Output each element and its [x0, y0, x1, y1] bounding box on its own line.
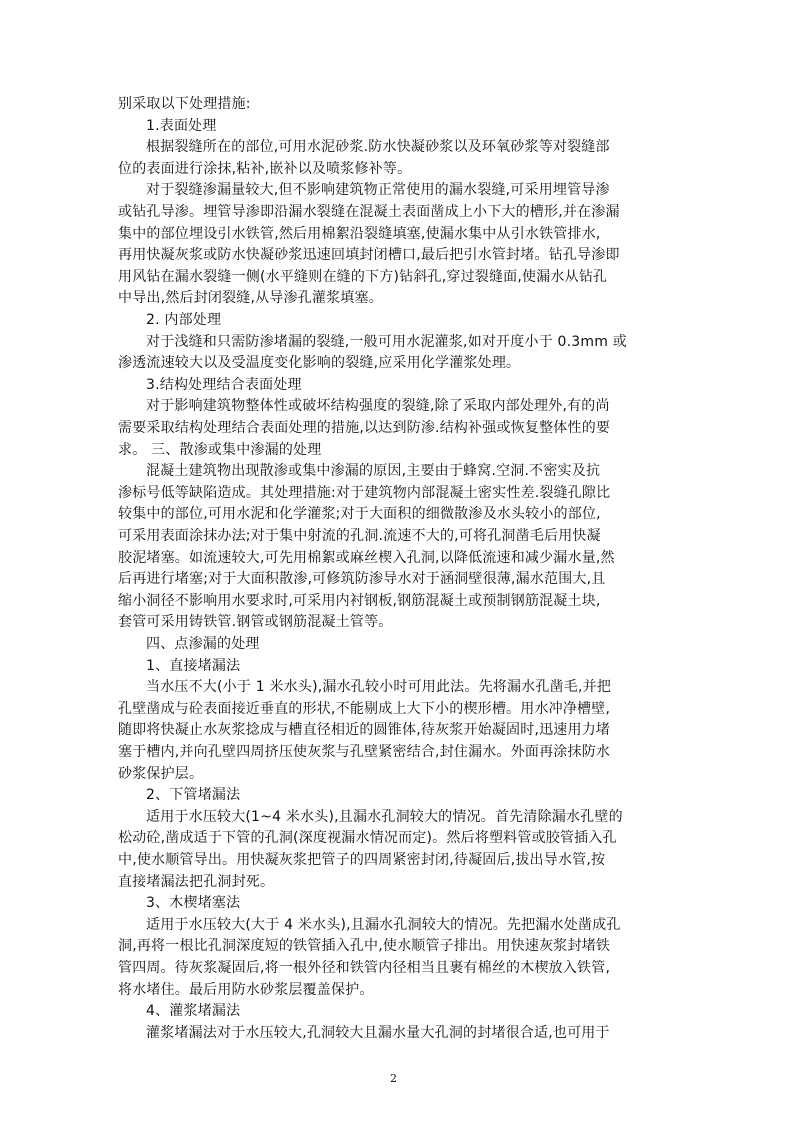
text-line: 套管可采用铸铁管.钢管或钢筋混凝土管等。	[118, 614, 393, 631]
text-line: 直接堵漏法把孔洞封死。	[118, 873, 275, 890]
section-heading: 2. 内部处理	[146, 312, 222, 328]
text-line: 后再进行堵塞;对于大面积散渗,可修筑防渗导水对于涵洞壁很薄,漏水范围大,且	[118, 571, 606, 588]
text-line: 胶泥堵塞。如流速较大,可先用棉絮或麻丝楔入孔洞,以降低流速和减少漏水量,然	[118, 549, 615, 566]
text-line: 或钻孔导渗。埋管导渗即沿漏水裂缝在混凝土表面凿成上小下大的槽形,并在渗漏	[118, 204, 620, 220]
text-line: 将水堵住。最后用防水砂浆层覆盖保护。	[118, 981, 374, 998]
text-line: 孔壁凿成与砼表面接近垂直的形状,不能剔成上大下小的楔形槽。用水冲净槽壁,	[118, 700, 611, 717]
text-line: 适用于水压较大(大于 4 米水头),且漏水孔洞较大的情况。先把漏水处凿成孔	[146, 916, 621, 933]
section-heading: 3.结构处理结合表面处理	[146, 376, 302, 393]
section-heading: 3、木楔堵塞法	[146, 895, 241, 912]
text-line: 别采取以下处理措施:	[118, 96, 251, 112]
text-line: 当水压不大(小于 1 米水头),漏水孔较小时可用此法。先将漏水孔凿毛,并把	[146, 679, 612, 696]
text-line: 再用快凝灰浆或防水快凝砂浆迅速回填封闭槽口,最后把引水管封堵。钻孔导渗即	[118, 247, 620, 264]
section-heading: 1.表面处理	[146, 117, 217, 134]
text-line: 塞于槽内,并向孔壁四周挤压使灰浆与孔壁紧密结合,封住漏水。外面再涂抹防水	[118, 744, 611, 760]
text-line: 适用于水压较大(1~4 米水头),且漏水孔洞较大的情况。首先清除漏水孔壁的	[146, 808, 623, 825]
text-line: 渗透流速较大以及受温度变化影响的裂缝,应采用化学灌浆处理。	[118, 355, 521, 372]
page-number: 2	[390, 1072, 397, 1085]
text-line: 用风钻在漏水裂缝一侧(水平缝则在缝的下方)钻斜孔,穿过裂缝面,使漏水从钻孔	[118, 268, 608, 285]
section-heading: 4、灌浆堵漏法	[146, 1003, 241, 1020]
text-line: 管四周。待灰浆凝固后,将一根外径和铁管内径相当且裹有棉丝的木楔放入铁管,	[118, 960, 611, 976]
text-line: 可采用表面涂抹办法;对于集中射流的孔洞.流速不大的,可将孔洞凿毛后用快凝	[118, 528, 601, 544]
text-line: 松动砼,凿成适于下管的孔洞(深度视漏水情况而定)。然后将塑料管或胶管插入孔	[118, 830, 617, 847]
section-heading: 1、直接堵漏法	[146, 657, 241, 674]
text-line: 缩小洞径不影响用水要求时,可采用内衬钢板,钢筋混凝土或预制钢筋混凝土块,	[118, 592, 601, 609]
text-line: 对于影响建筑物整体性或破坏结构强度的裂缝,除了采取内部处理外,有的尚	[146, 398, 610, 415]
section-heading: 四、点渗漏的处理	[146, 636, 260, 652]
text-line: 对于浅缝和只需防渗堵漏的裂缝,一般可用水泥灌浆,如对开度小于 0.3mm 或	[146, 333, 627, 350]
text-line: 灌浆堵漏法对于水压较大,孔洞较大且漏水量大孔洞的封堵很合适,也可用于	[146, 1024, 610, 1041]
text-line: 较集中的部位,可用水泥和化学灌浆;对于大面积的细微散渗及水头较小的部位,	[118, 506, 601, 523]
section-heading: 2、下管堵漏法	[146, 787, 241, 804]
text-line: 需要采取结构处理结合表面处理的措施,以达到防渗.结构补强或恢复整体性的要	[118, 420, 611, 436]
text-line: 对于裂缝渗漏量较大,但不影响建筑物正常使用的漏水裂缝,可采用埋管导渗	[146, 182, 610, 199]
text-line: 中,使水顺管导出。用快凝灰浆把管子的四周紧密封闭,待凝固后,拔出导水管,按	[118, 852, 606, 868]
text-line: 根据裂缝所在的部位,可用水泥砂浆.防水快凝砂浆以及环氧砂浆等对裂缝部	[146, 139, 610, 156]
text-line: 砂浆保护层。	[118, 765, 204, 782]
text-line: 渗标号低等缺陷造成。其处理措施:对于建筑物内部混凝土密实性差.裂缝孔隙比	[118, 484, 611, 501]
text-line: 位的表面进行涂抹,粘补,嵌补以及喷浆修补等。	[118, 160, 412, 177]
text-line: 中导出,然后封闭裂缝,从导渗孔灌浆填塞。	[118, 290, 383, 307]
text-line: 洞,再将一根比孔洞深度短的铁管插入孔中,使水顺管子排出。用快速灰浆封堵铁	[118, 938, 611, 955]
text-line: 求。 三、散渗或集中渗漏的处理	[118, 441, 322, 458]
text-line: 随即将快凝止水灰浆捻成与槽直径相近的圆锥体,待灰浆开始凝固时,迅速用力堵	[118, 722, 611, 739]
text-line: 集中的部位埋设引水铁管,然后用棉絮沿裂缝填塞,使漏水集中从引水铁管排水,	[118, 225, 601, 242]
text-line: 混凝土建筑物出现散渗或集中渗漏的原因,主要由于蜂窝.空洞.不密实及抗	[146, 463, 601, 480]
